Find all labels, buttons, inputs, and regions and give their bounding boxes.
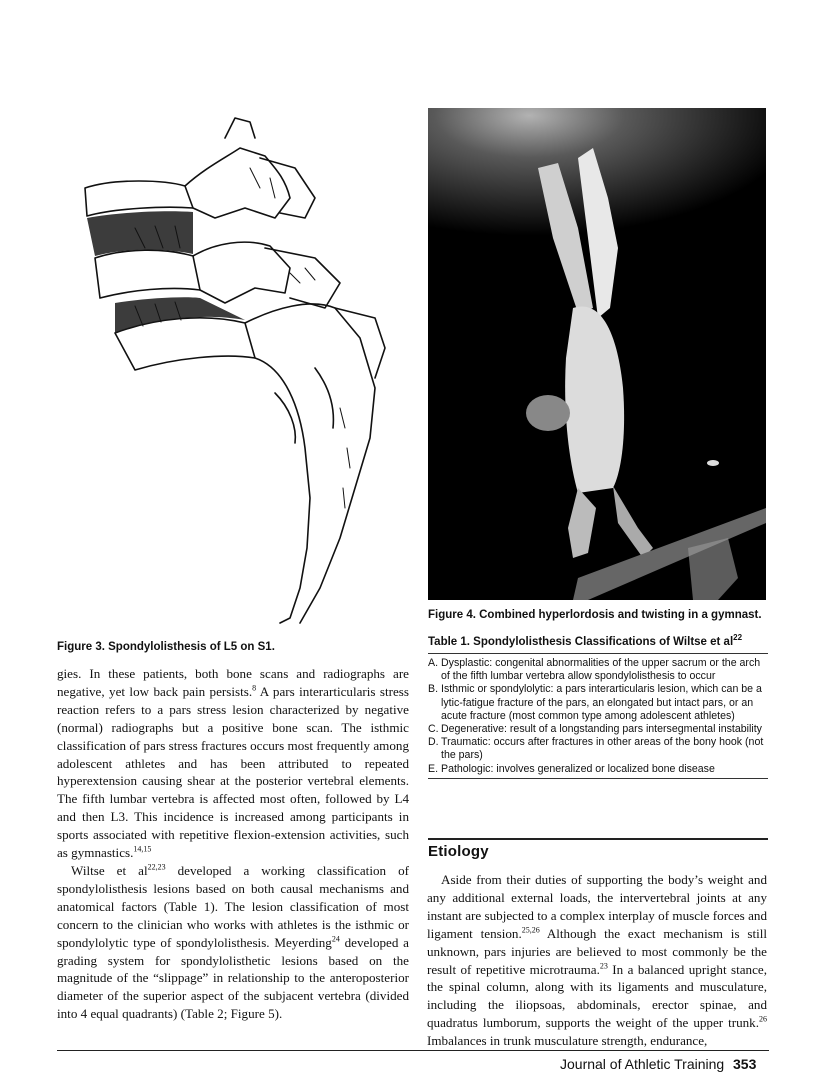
figure-3-spine-drawing [75, 108, 415, 628]
figure-3-caption: Figure 3. Spondylolisthesis of L5 on S1. [57, 641, 275, 653]
figure-4-gymnast-photo [428, 108, 766, 600]
table-row: D. Traumatic: occurs after fractures in other areas of the bony hook (not the pars) [428, 736, 764, 762]
footer-rule [57, 1050, 769, 1051]
table-row: E. Pathologic: involves generalized or localized bone disease [428, 762, 715, 775]
etiology-text [427, 871, 767, 1050]
table-1-title: Table 1. Spondylolisthesis Classifications of Wiltse et $al^{22}$ [428, 633, 743, 648]
footer-page-number: 353 [733, 1056, 757, 1072]
etiology-heading: Etiology [428, 843, 489, 860]
table-row: A. Dysplastic: congenital abnormalities of the upper sacrum or the arch of the fifth lumbar vertebra allow spondylolisthesis to occur [428, 657, 761, 683]
footer-journal-name: Journal of Athletic Training [560, 1056, 725, 1072]
paragraph: Aside from their duties of supporting the body’s weight and any additional external loads, the intervertebral joints at any instant are subjected to a complex interplay of muscle forces and ligament tension.$^{25,26}$ Although the exact mechanism is still unknown, pars injuries are believed to most commonly be the result of repetitive microtrauma.$^{23}$ In a balanced upright stance, the spinal column, along with its ligaments and musculature, including the iliopsoas, abdominals, erector spinae, and quadratus lumborum, supports the weight of the upper trunk.$^{26}$ Imbalances in trunk musculature strength, endurance, [427, 872, 768, 1049]
table-row: B. Isthmic or spondylolytic: a pars interarticularis lesion, which can be a lytic-fatigue fracture of the pars, an elongated but intact pars, or an acute fracture (most common type among adolescent athletes) [428, 683, 762, 722]
table-1 [428, 633, 768, 779]
section-rule [428, 838, 768, 840]
left-column-text [57, 665, 409, 1023]
paragraph: Wiltse et al$^{22,23}$ developed a working classification of spondylolisthesis lesions based on both causal mechanisms and anatomical factors (Table 1). The lesion classification of most concern to the clinician who works with athletes is the isthmic or spondylolytic type of spondylolisthesis. Meyerding$^{24}$ developed a grading system for spondylolisthetic lesions based on the magnitude of the “slippage” in relationship to the anteroposterior diameter of the superior aspect of the subjacent vertebra (divided into 4 equal quadrants) (Table 2; Figure 5). [57, 862, 409, 1022]
paragraph: gies. In these patients, both bone scans and radiographs are negative, yet low back pain persists.$^8$ A pars interarticularis stress reaction refers to a pars stress lesion characterized by negative (normal) radiographs but a positive bone scan. The isthmic classification of pars stress fractures occurs most frequently among adolescent athletes and has been attributed to repeated hyperextension causing shear at the posterior vertebral elements. The fifth lumbar vertebra is affected most often, followed by L4 and then L3. This incidence is increased among participants in sports associated with repetitive flexion-extension activities, such as gymnastics.$^{14,15}$ [57, 666, 409, 861]
figure-4-caption: Figure 4. Combined hyperlordosis and twisting in a gymnast. [428, 609, 762, 621]
table-row: C. Degenerative: result of a longstanding pars intersegmental instability [428, 723, 762, 736]
